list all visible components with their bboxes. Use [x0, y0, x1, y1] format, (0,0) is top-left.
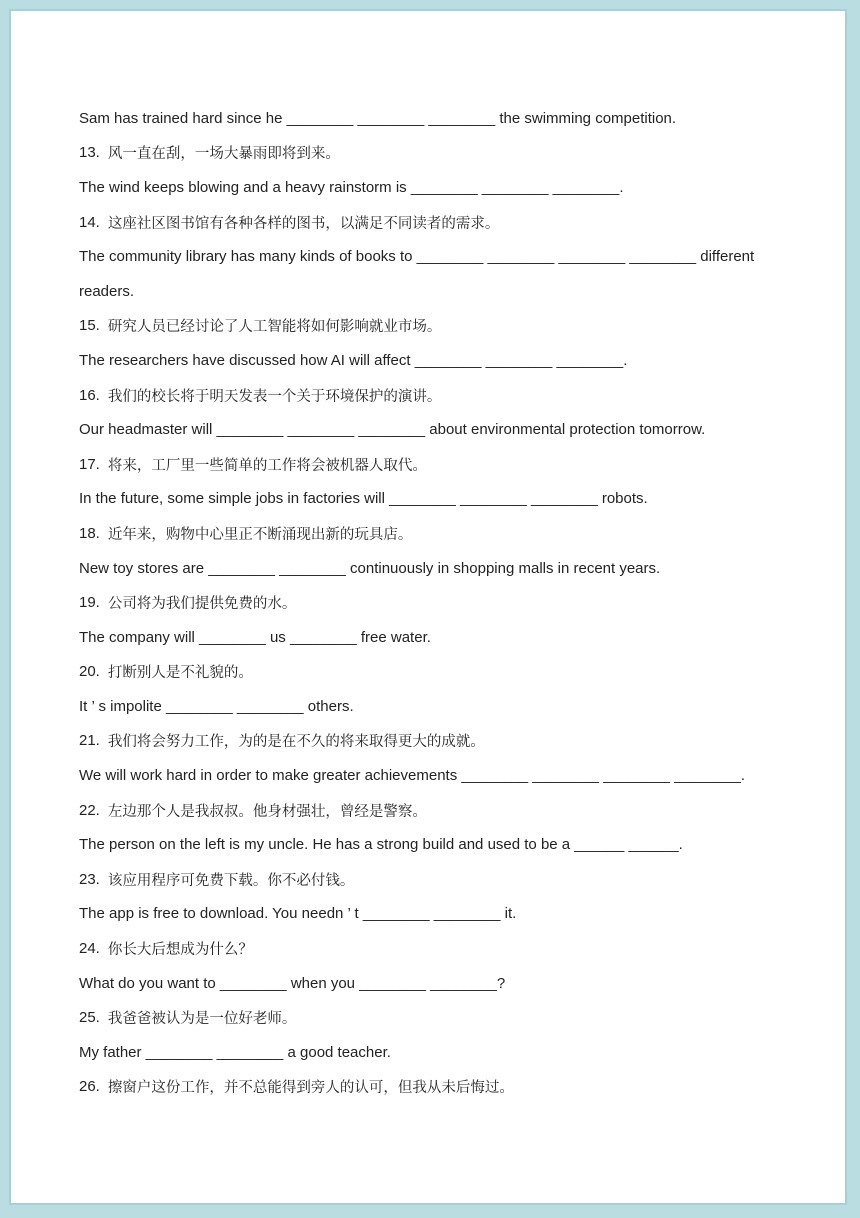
chinese-prompt-text: 风一直在刮，一场大暴雨即将到来。	[107, 146, 340, 163]
english-sentence-text: What do you want to ________ when you ________ ________?	[79, 974, 506, 992]
chinese-prompt-line	[79, 1070, 779, 1105]
english-sentence-line	[79, 101, 779, 136]
chinese-prompt-text: 我们将会努力工作，为的是在不久的将来取得更大的成就。	[107, 734, 485, 751]
english-sentence-line	[79, 412, 779, 447]
chinese-prompt-line	[79, 1000, 779, 1035]
question-number: 25.	[79, 1009, 100, 1027]
english-sentence-line	[79, 966, 779, 1001]
question-number: 19.	[79, 594, 100, 612]
question-number: 15.	[79, 317, 100, 335]
chinese-prompt-line	[79, 724, 779, 759]
chinese-prompt-text: 左边那个人是我叔叔。他身材强壮，曾经是警察。	[107, 803, 427, 820]
chinese-prompt-line	[79, 655, 779, 690]
chinese-prompt-text: 近年来，购物中心里正不断涌现出新的玩具店。	[107, 526, 413, 543]
chinese-prompt-line	[79, 447, 779, 482]
chinese-prompt-line	[79, 205, 779, 240]
chinese-prompt-line	[79, 309, 779, 344]
exercise-lines	[79, 101, 779, 1104]
question-number: 23.	[79, 870, 100, 888]
chinese-prompt-line	[79, 793, 779, 828]
chinese-prompt-text: 该应用程序可免费下载。你不必付钱。	[107, 872, 355, 889]
english-sentence-line	[79, 897, 779, 932]
question-number: 24.	[79, 940, 100, 958]
chinese-prompt-text: 这座社区图书馆有各种各样的图书，以满足不同读者的需求。	[107, 215, 500, 232]
english-sentence-text: The company will ________ us ________ free water.	[79, 628, 431, 646]
english-sentence-text: The researchers have discussed how AI will affect ________ ________ ________.	[79, 351, 628, 369]
english-sentence-text: My father ________ ________ a good teacher.	[79, 1043, 391, 1061]
question-number: 20.	[79, 663, 100, 681]
english-sentence-line	[79, 274, 779, 309]
english-sentence-text: readers.	[79, 282, 135, 300]
chinese-prompt-text: 我们的校长将于明天发表一个关于环境保护的演讲。	[107, 388, 442, 405]
english-sentence-line	[79, 239, 779, 274]
question-number: 14.	[79, 213, 100, 231]
chinese-prompt-text: 将来，工厂里一些简单的工作将会被机器人取代。	[107, 457, 427, 474]
chinese-prompt-line	[79, 516, 779, 551]
chinese-prompt-text: 你长大后想成为什么？	[107, 942, 253, 959]
chinese-prompt-text: 研究人员已经讨论了人工智能将如何影响就业市场。	[107, 319, 442, 336]
english-sentence-line	[79, 170, 779, 205]
english-sentence-line	[79, 758, 779, 793]
english-sentence-text: Sam has trained hard since he ________ ________ ________ the swimming competition.	[79, 109, 677, 127]
chinese-prompt-line	[79, 378, 779, 413]
chinese-prompt-line	[79, 585, 779, 620]
english-sentence-line	[79, 620, 779, 655]
chinese-prompt-line	[79, 862, 779, 897]
english-sentence-text: The wind keeps blowing and a heavy rainstorm is ________ ________ ________.	[79, 178, 624, 196]
english-sentence-line	[79, 827, 779, 862]
question-number: 17.	[79, 455, 100, 473]
question-number: 18.	[79, 524, 100, 542]
chinese-prompt-line	[79, 931, 779, 966]
english-sentence-text: Our headmaster will ________ ________ ________ about environmental protection tomorrow.	[79, 421, 706, 439]
english-sentence-line	[79, 689, 779, 724]
english-sentence-text: The app is free to download. You needn ’ t ________ ________ it.	[79, 905, 517, 923]
question-number: 26.	[79, 1078, 100, 1096]
english-sentence-text: We will work hard in order to make greater achievements ________ ________ ________ ________.	[79, 767, 746, 785]
chinese-prompt-text: 擦窗户这份工作，并不总能得到旁人的认可，但我从未后悔过。	[107, 1080, 514, 1097]
english-sentence-line	[79, 343, 779, 378]
chinese-prompt-text: 打断别人是不礼貌的。	[107, 665, 253, 682]
english-sentence-line	[79, 482, 779, 517]
question-number: 13.	[79, 144, 100, 162]
english-sentence-text: The person on the left is my uncle. He has a strong build and used to be a ______ ______.	[79, 836, 683, 854]
question-number: 16.	[79, 386, 100, 404]
chinese-prompt-text: 我爸爸被认为是一位好老师。	[107, 1011, 297, 1028]
worksheet-page	[9, 9, 847, 1205]
chinese-prompt-line	[79, 136, 779, 171]
question-number: 22.	[79, 801, 100, 819]
english-sentence-line	[79, 1035, 779, 1070]
english-sentence-text: New toy stores are ________ ________ continuously in shopping malls in recent years.	[79, 559, 661, 577]
english-sentence-line	[79, 551, 779, 586]
english-sentence-text: It ’ s impolite ________ ________ others.	[79, 697, 354, 715]
english-sentence-text: In the future, some simple jobs in factories will ________ ________ ________ robots.	[79, 490, 648, 508]
question-number: 21.	[79, 732, 100, 750]
english-sentence-text: The community library has many kinds of books to ________ ________ ________ ________ different	[79, 248, 755, 266]
chinese-prompt-text: 公司将为我们提供免费的水。	[107, 596, 297, 613]
